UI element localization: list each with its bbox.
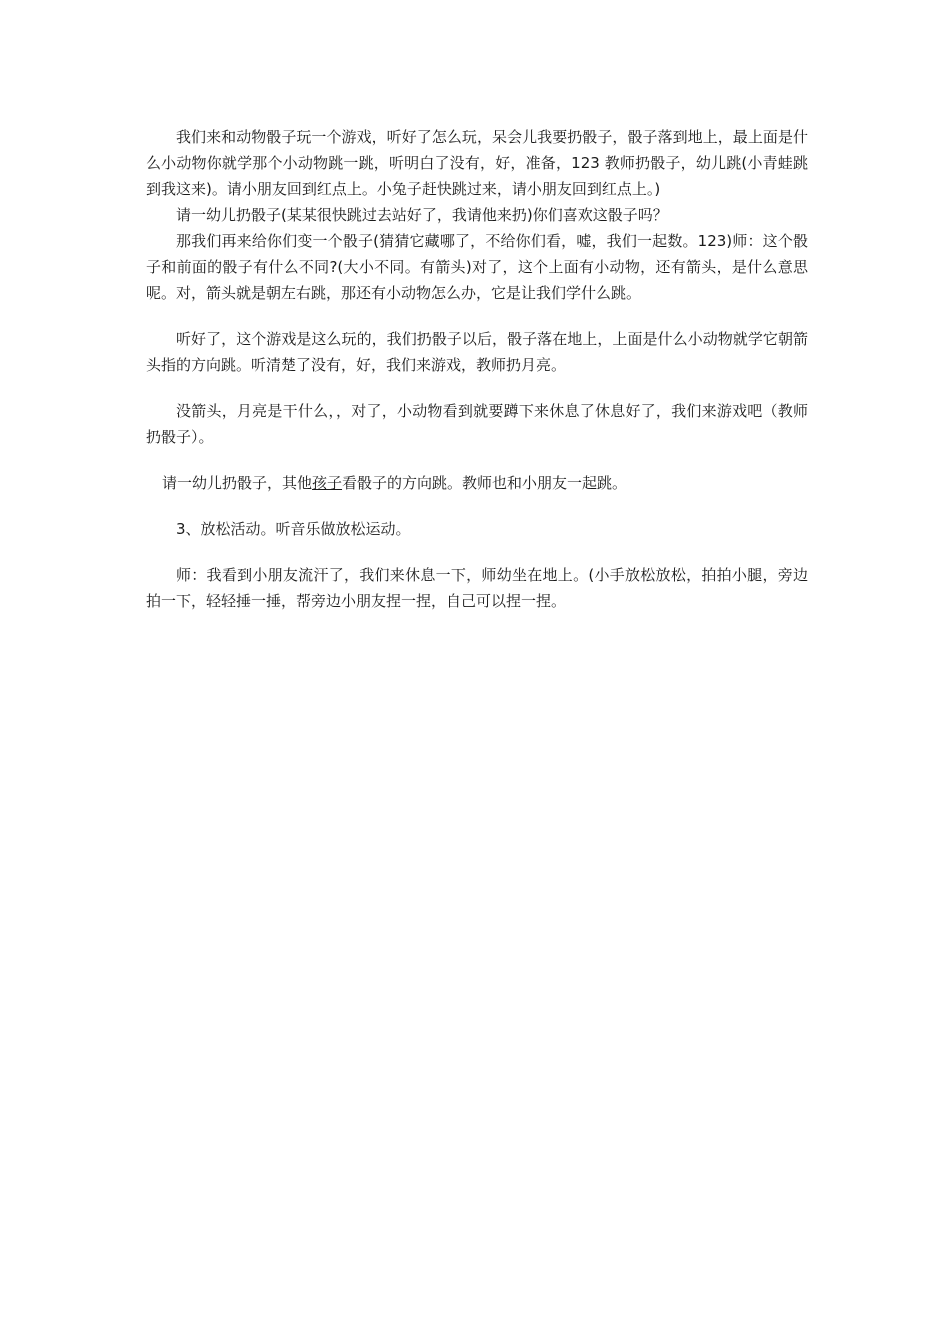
paragraph-relax-activity: 3、放松活动。听音乐做放松运动。 (176, 520, 411, 538)
paragraph-jump-direction (146, 470, 808, 496)
paragraph-rest-on-floor: 师：我看到小朋友流汗了，我们来休息一下，师幼坐在地上。(小手放松放松，拍拍小腿，旁边拍一下，轻轻捶一捶，帮旁边小朋友捏一捏，自己可以捏一捏。 (146, 566, 808, 610)
paragraph-game-rules: 听好了，这个游戏是这么玩的，我们扔骰子以后，骰子落在地上，上面是什么小动物就学它朝箭头指的方向跳。听清楚了没有，好，我们来游戏，教师扔月亮。 (146, 330, 808, 374)
paragraph-dice-game-intro: 我们来和动物骰子玩一个游戏，听好了怎么玩，呆会儿我要扔骰子，骰子落到地上，最上面是什么小动物你就学那个小动物跳一跳，听明白了没有，好，准备，123 教师扔骰子，幼儿跳(小青蛙跳到我这来)。请小朋友回到红点上。小兔子赶快跳过来，请小朋友回到红点上。) (146, 128, 808, 198)
paragraph-new-dice: 那我们再来给你们变一个骰子(猜猜它藏哪了，不给你们看，嘘，我们一起数。123)师：这个骰子和前面的骰子有什么不同?(大小不同。有箭头)对了，这个上面有小动物，还有箭头，是什么意思呢。对，箭头就是朝左右跳，那还有小动物怎么办，它是让我们学什么跳。 (146, 232, 808, 302)
paragraph-child-throws-dice: 请一幼儿扔骰子(某某很快跳过去站好了，我请他来扔)你们喜欢这骰子吗？ (176, 206, 668, 224)
document-body (146, 124, 808, 614)
underlined-word-children: 孩子 (312, 474, 343, 492)
paragraph-jump-direction-end: 看骰子的方向跳。教师也和小朋友一起跳。 (342, 474, 628, 492)
paragraph-jump-direction-start: 请一幼儿扔骰子，其他 (162, 474, 313, 492)
paragraph-moon-rest: 没箭头，月亮是干什么，，对了，小动物看到就要蹲下来休息了休息好了，我们来游戏吧（教师扔骰子）。 (146, 402, 808, 446)
